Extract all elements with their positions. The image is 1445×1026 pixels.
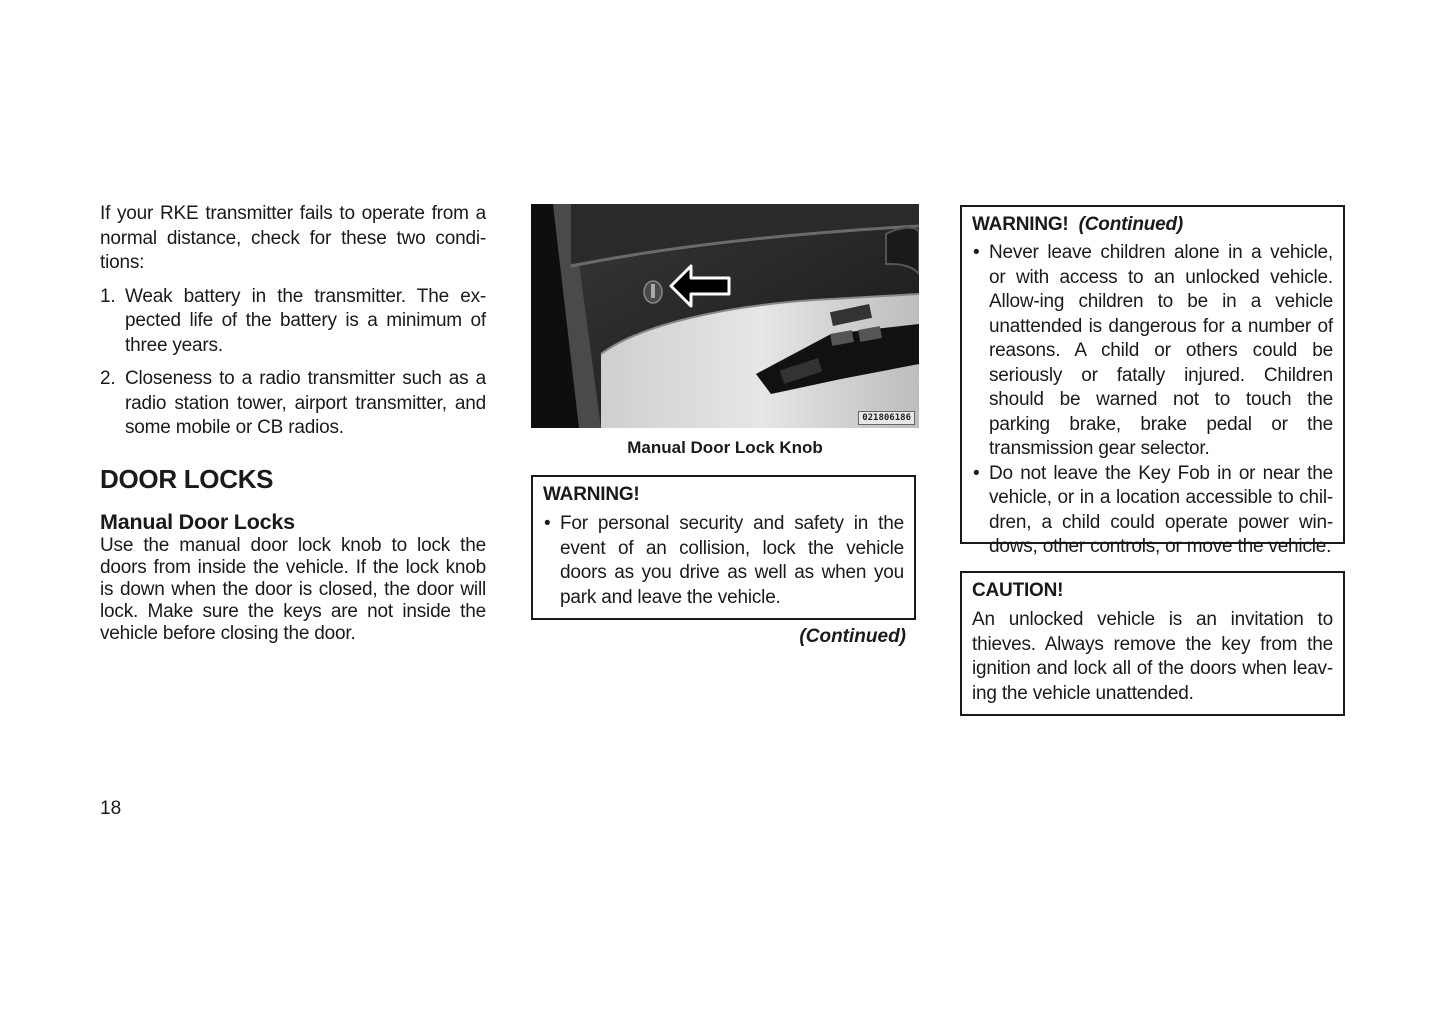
warning-continued-box bbox=[960, 205, 1345, 557]
list-text: Closeness to a radio transmitter such as a radio station tower, airport transmitter, and some mobile or CB radios. bbox=[125, 368, 486, 438]
warning-box bbox=[531, 475, 916, 620]
list-number: 2. bbox=[100, 368, 116, 389]
warning-bullet-text: Do not leave the Key Fob in or near the vehicle, or in a location accessible to chil-dren, a child could operate power win-dows, other controls, or move the vehicle. bbox=[989, 462, 1333, 557]
left-column bbox=[100, 202, 486, 645]
subsection-title: Manual Door Locks bbox=[100, 509, 295, 534]
warning-bullet-text: For personal security and safety in the event of an collision, lock the vehicle doors as you drive as well as when you park and leave the vehicle. bbox=[560, 513, 904, 608]
page-number: 18 bbox=[100, 798, 122, 819]
bullet-dot: • bbox=[973, 242, 980, 263]
caution-title: CAUTION! bbox=[972, 580, 1064, 601]
warning-continued-title bbox=[972, 214, 1333, 236]
bullet-dot: • bbox=[544, 513, 551, 534]
continued-note: (Continued) bbox=[799, 626, 906, 647]
conditions-list bbox=[100, 285, 486, 441]
list-item bbox=[100, 285, 486, 359]
list-text: Weak battery in the transmitter. The ex-pected life of the battery is a minimum of three years. bbox=[125, 285, 486, 356]
list-item bbox=[100, 367, 486, 441]
warning-bullet bbox=[972, 462, 1333, 560]
intro-paragraph: If your RKE transmitter fails to operate from a normal distance, check for these two condi-tions: bbox=[100, 203, 486, 273]
warning-bullet bbox=[543, 512, 904, 610]
list-number: 1. bbox=[100, 285, 116, 307]
door-panel-illustration bbox=[531, 204, 919, 428]
figure-caption: Manual Door Lock Knob bbox=[627, 438, 823, 457]
bullet-dot: • bbox=[973, 462, 980, 484]
body-paragraph: Use the manual door lock knob to lock the doors from inside the vehicle. If the lock knob is down when the door is closed, the door will lock. Make sure the keys are not inside the vehicle before closing the door. bbox=[100, 534, 486, 644]
warning-title: WARNING! bbox=[972, 214, 1069, 235]
caution-text: An unlocked vehicle is an invitation to thieves. Always remove the key from the ignition and lock all of the doors when leav-ing the vehicle unattended. bbox=[972, 609, 1333, 704]
warning-title: WARNING! bbox=[543, 484, 640, 505]
caution-box bbox=[960, 571, 1345, 716]
door-lock-figure bbox=[531, 204, 919, 428]
warning-bullet-text: Never leave children alone in a vehicle, or with access to an unlocked vehicle. Allow-ing children to be in a vehicle unattended is dangerous for a number of reasons. A child or others could be seriously or fatally injured. Children should be warned not to touch the parking brake, brake pedal or the transmission gear selector. bbox=[989, 242, 1333, 459]
figure-id-label: 021806186 bbox=[858, 411, 915, 425]
warning-continued-suffix: (Continued) bbox=[1078, 214, 1184, 235]
section-title: DOOR LOCKS bbox=[100, 463, 274, 494]
warning-bullet bbox=[972, 241, 1333, 462]
